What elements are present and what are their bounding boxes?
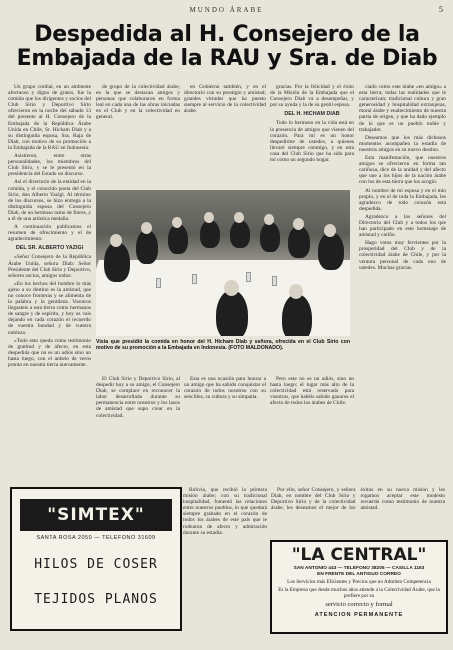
- la-central-advertisement: [270, 540, 448, 634]
- glass: [272, 276, 277, 286]
- la-central-text: Es la Empresa que desde muchos años atiende a la Colectividad Árabe, que la prefiere por su: [278, 587, 440, 600]
- paragraph: Hago votos muy fervientes por la prosperidad del Club y de la colectividad árabe de Chile, y por la ventura personal de cada uno de ustedes. Muchas gracias.: [359, 240, 446, 271]
- guest-figure: [318, 232, 344, 270]
- paragraph: Agradezco a los señores del Directorio del Club y a todos los que han participado en este homenaje de amistad y cariño.: [359, 213, 446, 239]
- guest-figure: [168, 224, 188, 254]
- guest-face: [324, 224, 336, 237]
- paragraph: Un grupo cordial, en un ambiente afectuoso y digno de gratos, fue la comida que los dirigentes y socios del Club Sirio y Deportivo Sirio ofrecieron en la noche del sábado 13 del presente al H. Consejero de la Embajada de la República Árabe Unida en Chile, Sr. Hicham Diab y a su distinguida esposa, Sra. Raja de Diab, con motivo de su promoción a la Embajada de la RAU en Indonesia.: [8, 84, 91, 151]
- paragraph: »Todo esto queda como testimonio de gratitud y de afecto, en esta despedida que no es un adiós sino un hasta luego, con el anhelo de veros pronto en nuestra tierra nuevamente.: [8, 337, 91, 369]
- paragraph: Asistieron, entre otras personalidades, los miembros del Club Sirio, y se le presentó en la presidencia del Estado un discurso.: [8, 153, 91, 178]
- guest-face: [234, 212, 244, 223]
- guest-figure: [104, 242, 130, 282]
- la-central-text: Los Servicios más Eficientes y Precios que no Admiten Competencia: [287, 579, 431, 586]
- article-continuation: [183, 487, 267, 632]
- guest-figure: [136, 230, 158, 264]
- glass: [156, 278, 161, 288]
- guest-figure: [216, 290, 248, 336]
- paragraph: de grupo de la colectividad árabe, en la que se destacan amigos y personas que colaboraron en forma leal en cada una de las obras iniciadas en el Club y en la colectividad en general.: [96, 84, 180, 121]
- article-column-3-lower: [184, 376, 266, 484]
- article-column-4-lower: [270, 376, 354, 484]
- guest-figure: [260, 222, 280, 252]
- la-central-brand: "LA CENTRAL": [291, 545, 427, 565]
- article-column-1: [8, 84, 91, 484]
- banquet-photo: [96, 190, 350, 336]
- simtex-product-line-2: TEJIDOS PLANOS: [34, 592, 158, 607]
- guest-figure: [288, 226, 310, 258]
- guest-face: [224, 280, 239, 296]
- article-headline: [8, 24, 446, 70]
- guest-face: [289, 284, 303, 299]
- guest-face: [141, 222, 152, 234]
- photo-caption: Vista que presidió la comida en honor del H. Hicham Diab y señora, ofrecida en el Club Sirio con motivo de su promoción a la Embajada en Indonesia. (FOTO MALDONADO).: [96, 339, 350, 351]
- running-head: MUNDO ÁRABE: [189, 6, 264, 14]
- paragraph: «Señor Consejero de la República Árabe Unida, señora Diab: Señor Presidente del Club Sirio y Deportivo, señores socios, amigos todos:: [8, 254, 91, 279]
- paragraph: Esta es una ocasión para honrar a un amigo que ha sabido conquistar el corazón de todos nosotros con su sencillez, su cultura y su simpatía.: [184, 376, 266, 401]
- simtex-contact: SANTA ROSA 2050 — TELEFONO 31609: [36, 535, 156, 541]
- article-column-2-lower: [96, 376, 180, 484]
- paragraph: Bolivia, que recibió la primera misión árabe; con su tradicional hospitalidad, fomentó las relaciones entre nuestros pueblos, lo que quedará siempre grabado en el corazón de todos los árabes de este país que le rodearon de afecto y admiración durante su estadía.: [183, 487, 267, 536]
- paragraph: Todo lo hermoso en la vida está en la presencia de amigos que vienen del corazón. Para mí es un honor despedirme de ustedes, a quienes llevaré siempre conmigo, y en esta casa del Club Sirio que ha sido para mí como un segundo hogar.: [270, 120, 354, 164]
- guest-figure: [200, 220, 220, 248]
- section-subheading: DEL H. HICHAM DIAB: [284, 111, 340, 118]
- headline-line-2: Embajada de la RAU y Sra. de Diab: [16, 46, 438, 71]
- paragraph: Pero este no es un adiós, sino un hasta luego; el lugar más alto de la colectividad está reservado para vosotros, que habéis sabido ganaros el afecto de todos los árabes de Chile.: [270, 376, 354, 407]
- simtex-advertisement: [10, 487, 182, 631]
- guest-face: [293, 218, 304, 230]
- paragraph: Deseamos que los más dichosos momentos acompañen la estadía de nuestros amigos en su nuevo destino.: [359, 134, 446, 153]
- glass: [192, 274, 197, 284]
- article-column-3: [184, 84, 266, 133]
- guest-figure: [230, 220, 250, 248]
- headline-line-1: Despedida al H. Consejero de la: [34, 22, 420, 47]
- guest-face: [264, 214, 274, 225]
- la-central-tagline: servicio correcto y formal: [325, 601, 393, 609]
- simtex-product-line-1: HILOS DE COSER: [34, 557, 158, 572]
- paragraph: Por ello, señor Consejero, y señora Diab, en nombre del Club Sirio y Deportivo Sirio y de la colectividad árabe, les deseamos el mejor de los éxitos en su nueva misión y les rogamos aceptar este modesto recuerdo como testimonio de nuestra amistad.: [271, 487, 445, 512]
- article-continuation-right: [271, 487, 445, 537]
- guest-figure: [282, 294, 312, 336]
- paragraph: El Club Sirio y Deportivo Sirio, al despedir hoy a su amigo, el Consejero Diab, se complace en reconocer la labor desarrollada durante su permanencia entre nosotros y los lazos de amistad que supo crear en la colectividad.: [96, 376, 180, 419]
- la-central-footer: ATENCION PERMANENTE: [314, 612, 404, 619]
- page-number: 5: [439, 5, 443, 14]
- paragraph: »En los hechos del hombre lo más ajeno a su destino es la amistad, que no conoce fronteras y se alimenta de la palabra y la gentileza. Vosotros llegasteis a esta tierra como hermanos de sangre y de espíritu, y hoy os vais dejando en cada corazón el recuerdo de vuestra bondad y de vuestra nobleza.: [8, 280, 91, 336]
- article-column-5: [359, 84, 446, 484]
- paragraph: Esta manifestación, que nuestros amigos se ofrecieron en forma tan cariñosa, dice de la unidad y del afecto que une a los hijos de la nación árabe con los de esta tierra que los acogió.: [359, 155, 446, 186]
- simtex-brand: "SIMTEX": [20, 499, 172, 531]
- guest-face: [172, 217, 182, 228]
- article-column-2: [96, 84, 180, 133]
- paragraph: gracias. Por la felicidad y el éxito de la Misión de la Embajada que el Consejero Diab va a desempeñar, y por su ayuda y la de su gentil esposa.: [270, 84, 354, 109]
- guest-face: [110, 234, 122, 247]
- la-central-address: SAN ANTONIO 443 — TELEFONO 38205 — CASILLA 1163 EN FRENTE DEL ANTIGUO CORREO: [293, 566, 425, 577]
- glass: [246, 272, 251, 282]
- guest-face: [204, 212, 214, 223]
- paragraph: ciado como este árabe «en amigo» a esta tierra; todas las realidades que le caracterizan; tradicional cultura y gran generosidad y hospitalidad extranjeras, moral árabe y enaltecimiento de nuestra patria de origen, y que ha dado ejemplo de lo que es un pueblo noble y trabajador.: [359, 84, 446, 133]
- paragraph: Así el directorio de la entidad en la comida, y el conocido poeta del Club Sirio, don Alberto Yazigi. Al término de los discursos, se hizo entrega a la distinguida esposa del Consejero Diab, de un hermoso ramo de flores, y a él de una artística medalla.: [8, 179, 91, 222]
- section-subheading: DEL SR. ALBERTO YAZIGI: [15, 245, 84, 252]
- paragraph: A continuación publicamos el resumen de ofrecimiento y el de agradecimiento:: [8, 224, 91, 243]
- paragraph: Al nombre de mi esposa y en el mío propio, y en el de toda la Embajada, les agradezco de todo corazón esta despedida.: [359, 187, 446, 212]
- paragraph: en Gobierno también, y en el directorio con su prestigio y amistad; grandes virtudes que ha puesto siempre al servicio de la colectividad árabe.: [184, 84, 266, 115]
